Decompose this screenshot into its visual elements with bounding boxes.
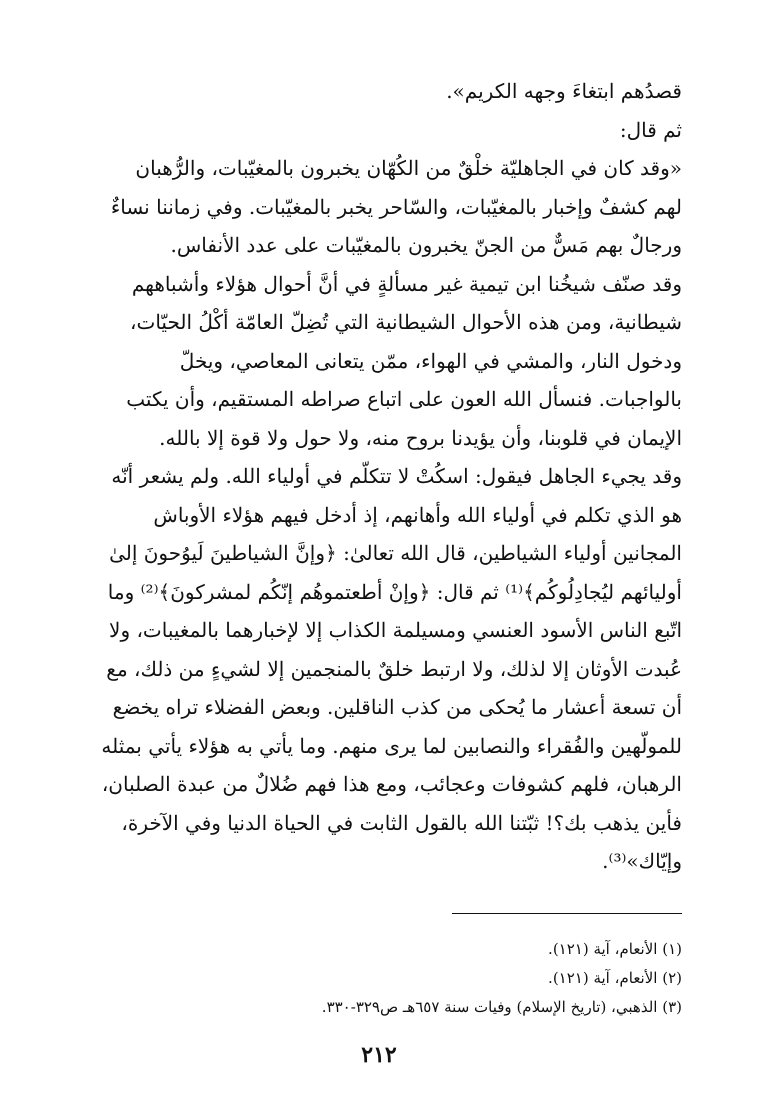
- body-line: فأين يذهب بك؟! ثبّتنا الله بالقول الثابت في الحياة الدنيا وفي الآخرة،: [121, 810, 682, 835]
- footnote-divider: [452, 913, 682, 914]
- body-line: لهم كشفٌ وإخبار بالمغيّبات، والسّاحر يخبر بالمغيّبات. وفي زماننا نساءٌ: [110, 194, 682, 219]
- footnote-2: (٢) الأنعام، آية (١٢١).: [548, 969, 682, 987]
- body-line: أن تسعة أعشار ما يُحكى من كذب الناقلين. وبعض الفضلاء تراه يخضع: [112, 695, 682, 719]
- footnotes: [72, 935, 682, 1022]
- body-line: قصدُهم ابتغاءَ وجهه الكريم».: [446, 79, 682, 103]
- body-line: ثم قال:: [619, 117, 682, 142]
- body-line: عُبدت الأوثان إلا لذلك، ولا ارتبط خلقٌ بالمنجمين إلا لشيءٍ من ذلك، مع: [106, 656, 682, 681]
- body-line: للمولّهين والفُقراء والنصابين لما يرى منهم. وما يأتي به هؤلاء يأتي بمثله: [101, 733, 682, 758]
- body-line: شيطانية، ومن هذه الأحوال الشيطانية التي تُضِلّ العامّة أكْلُ الحيّات،: [130, 310, 682, 334]
- body-text: [72, 72, 682, 881]
- body-line: بالواجبات. فنسأل الله العون على اتباع صراطه المستقيم، وأن يكتب: [126, 387, 682, 411]
- footnote-1: (١) الأنعام، آية (١٢١).: [548, 940, 682, 958]
- body-line: الإيمان في قلوبنا، وأن يؤيدنا بروح منه، ولا حول ولا قوة إلا بالله.: [159, 425, 682, 450]
- body-line: وقد يجيء الجاهل فيقول: اسكُتْ لا تتكلّم في أولياء الله. ولم يشعر أنّه: [111, 464, 682, 488]
- body-line: «وقد كان في الجاهليّة خلْقٌ من الكُهّان يخبرون بالمغيّبات، والرُّهبان: [135, 156, 682, 180]
- body-line: هو الذي تكلم في أولياء الله وأهانهم، إذ أدخل فيهم هؤلاء الأوباش: [153, 502, 682, 527]
- body-line: المجانين أولياء الشياطين، قال الله تعالىٰ: ﴿وإنَّ الشياطينَ لَيوُحونَ إلىٰ: [109, 541, 682, 565]
- page-number: ٢١٢: [361, 1042, 397, 1068]
- body-line: ودخول النار، والمشي في الهواء، ممّن يتعانى المعاصي، ويخلّ: [179, 348, 682, 373]
- body-line: الرهبان، فلهم كشوفات وعجائب، ومع هذا فهم ضُلالٌ من عبدة الصلبان،: [101, 772, 682, 796]
- footnote-3: (٣) الذهبي، (تاريخ الإسلام) وفيات سنة ٦٥٧هـ ص٣٢٩-٣٣٠.: [321, 998, 682, 1016]
- body-line: وإيّاك»⁽³⁾.: [602, 849, 682, 873]
- body-line: ورجالٌ بهم مَسٌّ من الجنّ يخبرون بالمغيّبات على عدد الأنفاس.: [170, 233, 682, 257]
- body-line: اتّبع الناس الأسود العنسي ومسيلمة الكذاب إلا لإخبارهما بالمغيبات، ولا: [109, 618, 682, 642]
- body-line: أوليائهم ليُجادِلُوكُم﴾⁽¹⁾ ثم قال: ﴿وإنْ أطعتموهُم إنّكُم لمشركونَ﴾⁽²⁾ وما: [107, 579, 682, 604]
- body-line: وقد صنّف شيخُنا ابن تيمية غير مسألةٍ في أنَّ أحوال هؤلاء وأشباههم: [131, 271, 682, 296]
